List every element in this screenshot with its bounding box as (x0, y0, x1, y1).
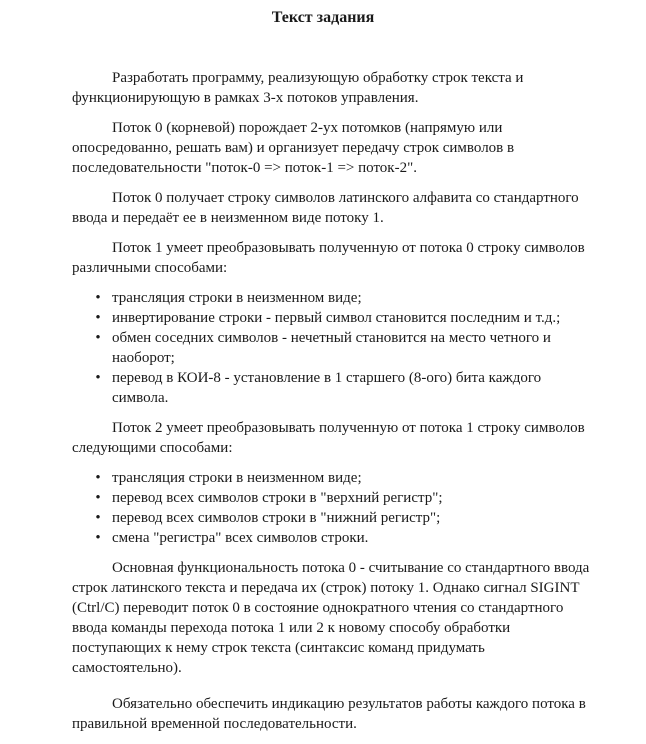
thread2-methods-list (72, 468, 592, 548)
paragraph-thread2-intro: Поток 2 умеет преобразовывать полученную от потока 1 строку символов следующими способами: (72, 420, 585, 456)
bullet-icon: • (95, 470, 101, 486)
bullet-icon: • (95, 290, 101, 306)
thread1-methods-list (72, 288, 592, 408)
bullet-icon: • (95, 510, 101, 526)
list-item (72, 288, 592, 308)
paragraph-task-intro: Разработать программу, реализующую обработку строк текста и функционирующую в рамках 3-х потоков управления. (72, 70, 524, 106)
list-item (72, 468, 592, 488)
document-body (72, 68, 592, 744)
list-item (72, 368, 592, 408)
list-item-text: перевод в КОИ-8 - установление в 1 старшего (8-ого) бита каждого символа. (112, 370, 542, 406)
list-item-text: перевод всех символов строки в "нижний регистр"; (112, 510, 441, 526)
paragraph-thread0-functionality: Основная функциональность потока 0 - считывание со стандартного ввода строк латинского текста и передача их (строк) потоку 1. Однако сигнал SIGINT (Ctrl/C) переводит поток 0 в состояние однократного чтения со стандартного ввода команды перехода потока 1 или 2 к новому способу обработки поступающих к нему строк текста (синтаксис команд придумать самостоятельно). (72, 560, 590, 676)
bullet-icon: • (95, 530, 101, 546)
document-title: Текст задания (271, 9, 375, 26)
paragraph-indication: Обязательно обеспечить индикацию результатов работы каждого потока в правильной временной последовательности. (72, 696, 586, 732)
paragraph-thread1-intro: Поток 1 умеет преобразовывать полученную от потока 0 строку символов различными способами: (72, 240, 585, 276)
paragraph-thread0-spawn: Поток 0 (корневой) порождает 2-ух потомков (напрямую или опосредованно, решать вам) и организует передачу строк символов в последовательности "поток-0 => поток-1 => поток-2". (72, 120, 515, 176)
list-item-text: смена "регистра" всех символов строки. (112, 530, 369, 546)
paragraph-thread0-input: Поток 0 получает строку символов латинского алфавита со стандартного ввода и передаёт ее в неизменном виде потоку 1. (72, 190, 579, 226)
bullet-icon: • (95, 490, 101, 506)
list-item (72, 508, 592, 528)
list-item (72, 528, 592, 548)
list-item-text: обмен соседних символов - нечетный становится на место четного и наоборот; (112, 330, 551, 366)
list-item (72, 488, 592, 508)
list-item-text: трансляция строки в неизменном виде; (112, 470, 362, 486)
list-item (72, 328, 592, 368)
list-item (72, 308, 592, 328)
bullet-icon: • (95, 310, 101, 326)
list-item-text: перевод всех символов строки в "верхний регистр"; (112, 490, 443, 506)
list-item-text: инвертирование строки - первый символ становится последним и т.д.; (112, 310, 561, 326)
bullet-icon: • (95, 370, 101, 386)
list-item-text: трансляция строки в неизменном виде; (112, 290, 362, 306)
bullet-icon: • (95, 330, 101, 346)
